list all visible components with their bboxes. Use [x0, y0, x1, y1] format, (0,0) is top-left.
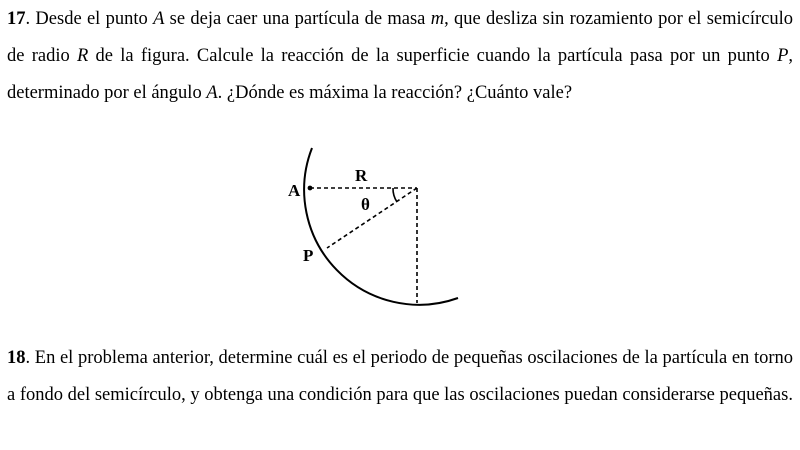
angle-arc — [393, 188, 397, 202]
text-segment: , que desliza sin rozamiento por el semicírculo de radio — [7, 9, 793, 66]
variable-symbol: R — [76, 46, 89, 66]
problem-17-text — [7, 9, 793, 103]
label-r: R — [355, 166, 368, 185]
label-p: P — [303, 246, 314, 265]
semicircle-figure — [280, 140, 470, 315]
label-a: A — [288, 181, 301, 200]
variable-symbol: P — [777, 46, 789, 66]
variable-symbol: A — [153, 9, 165, 29]
semicircle-diagram — [280, 140, 470, 315]
problem-18-number: 18 — [7, 348, 26, 368]
text-segment: . Desde el punto — [25, 9, 154, 29]
text-segment: , determinado por el ángulo — [7, 46, 793, 103]
text-segment: se deja caer una partícula de masa — [164, 9, 431, 29]
problem-17-number: 17 — [7, 9, 26, 29]
problem-18-text: . En el problema anterior, determine cuál es el periodo de pequeñas oscilaciones de la partícula en torno a fondo del semicírculo, y obtenga una condición para que las oscilaciones puedan considerarse pequeñas. — [7, 348, 793, 405]
problem-17 — [7, 1, 793, 112]
variable-symbol: m — [430, 9, 445, 29]
radius-line-to-p — [327, 188, 417, 248]
text-segment: de la figura. Calcule la reacción de la superficie cuando la partícula pasa por un punto — [88, 46, 778, 66]
semicircle-arc — [304, 148, 458, 305]
problem-18 — [7, 340, 793, 414]
label-theta: θ — [361, 195, 370, 214]
text-segment: . ¿Dónde es máxima la reacción? ¿Cuánto vale? — [217, 83, 573, 103]
point-a-dot — [308, 186, 313, 191]
variable-symbol: A — [206, 83, 218, 103]
